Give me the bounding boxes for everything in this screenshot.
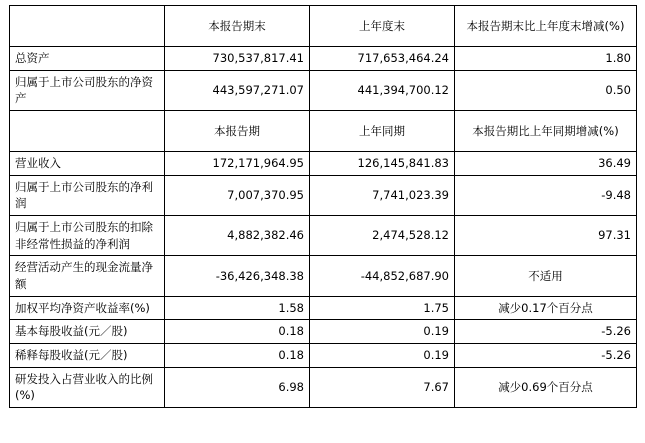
header-blank-cell-1	[10, 6, 165, 47]
header-change-period: 本报告期比上年同期增减(%)	[455, 111, 637, 152]
row-label-basic-eps: 基本每股收益(元／股)	[10, 320, 165, 344]
row-label-rd-ratio: 研发投入占营业收入的比例(%)	[10, 367, 165, 407]
table-row	[10, 70, 637, 110]
row-value-change: 0.50	[455, 70, 637, 110]
table-row	[10, 216, 637, 256]
header-previous-year-end: 上年度末	[310, 6, 455, 47]
row-value-current: 4,882,382.46	[165, 216, 310, 256]
row-value-change: 36.49	[455, 152, 637, 176]
row-value-previous: 1.75	[310, 296, 455, 320]
row-value-change: 减少0.17个百分点	[455, 296, 637, 320]
row-label-weighted-roe: 加权平均净资产收益率(%)	[10, 296, 165, 320]
row-value-previous: 0.19	[310, 344, 455, 368]
header-current-period-end: 本报告期末	[165, 6, 310, 47]
header-current-period: 本报告期	[165, 111, 310, 152]
table-header-row-period	[10, 111, 637, 152]
row-value-change: -9.48	[455, 175, 637, 215]
row-value-current: 443,597,271.07	[165, 70, 310, 110]
row-value-current: 7,007,370.95	[165, 175, 310, 215]
row-value-change: 1.80	[455, 47, 637, 71]
row-label-operating-revenue: 营业收入	[10, 152, 165, 176]
table-row	[10, 344, 637, 368]
row-value-current: 6.98	[165, 367, 310, 407]
row-value-change: 97.31	[455, 216, 637, 256]
table-row	[10, 47, 637, 71]
row-value-previous: 7.67	[310, 367, 455, 407]
row-value-previous: 0.19	[310, 320, 455, 344]
financial-summary-table	[9, 5, 637, 408]
table-row	[10, 175, 637, 215]
row-value-change: 不适用	[455, 256, 637, 296]
table-row	[10, 296, 637, 320]
row-value-current: -36,426,348.38	[165, 256, 310, 296]
row-label-net-profit-deducted: 归属于上市公司股东的扣除非经常性损益的净利润	[10, 216, 165, 256]
row-value-previous: 126,145,841.83	[310, 152, 455, 176]
header-change-period-end: 本报告期末比上年度末增减(%)	[455, 6, 637, 47]
row-value-current: 0.18	[165, 320, 310, 344]
row-label-net-profit-attributable: 归属于上市公司股东的净利润	[10, 175, 165, 215]
row-label-operating-cash-flow: 经营活动产生的现金流量净额	[10, 256, 165, 296]
row-value-current: 730,537,817.41	[165, 47, 310, 71]
table-row	[10, 152, 637, 176]
row-value-previous: 717,653,464.24	[310, 47, 455, 71]
row-value-change: -5.26	[455, 320, 637, 344]
table-header-row-period-end	[10, 6, 637, 47]
row-value-current: 0.18	[165, 344, 310, 368]
header-same-period-last-year: 上年同期	[310, 111, 455, 152]
row-label-total-assets: 总资产	[10, 47, 165, 71]
row-value-change: 减少0.69个百分点	[455, 367, 637, 407]
row-value-change: -5.26	[455, 344, 637, 368]
row-value-previous: 441,394,700.12	[310, 70, 455, 110]
table-row	[10, 256, 637, 296]
row-value-current: 1.58	[165, 296, 310, 320]
table-row	[10, 367, 637, 407]
row-value-previous: 2,474,528.12	[310, 216, 455, 256]
row-value-current: 172,171,964.95	[165, 152, 310, 176]
table-row	[10, 320, 637, 344]
row-label-net-assets-attributable: 归属于上市公司股东的净资产	[10, 70, 165, 110]
row-value-previous: 7,741,023.39	[310, 175, 455, 215]
financial-summary-sheet	[9, 5, 636, 408]
row-label-diluted-eps: 稀释每股收益(元／股)	[10, 344, 165, 368]
row-value-previous: -44,852,687.90	[310, 256, 455, 296]
header-blank-cell-2	[10, 111, 165, 152]
